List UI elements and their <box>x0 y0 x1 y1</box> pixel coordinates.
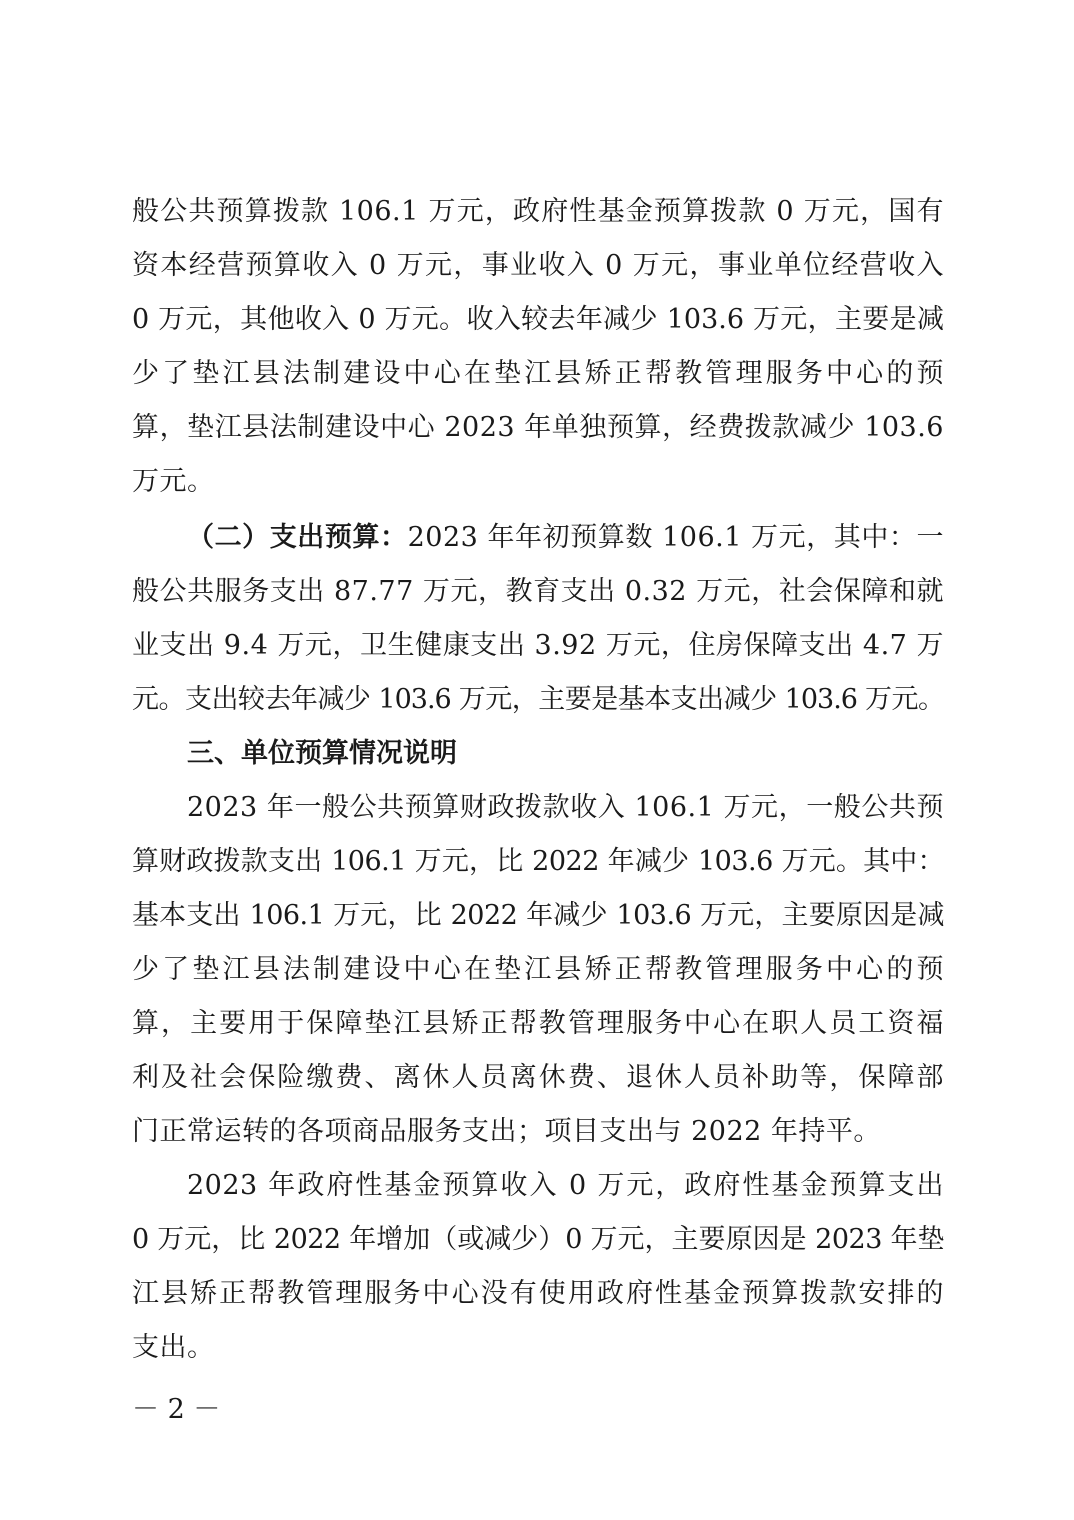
paragraph-1-line-6: 万元。 <box>132 466 215 497</box>
paragraph-3-line-2: 算财政拨款支出 106.1 万元，比 2022 年减少 103.6 万元。其中： <box>132 846 944 877</box>
paragraph-3-line-3: 基本支出 106.1 万元，比 2022 年减少 103.6 万元，主要原因是减 <box>132 900 944 931</box>
paragraph-3-line-5: 算，主要用于保障垫江县矫正帮教管理服务中心在职人员工资福 <box>132 1008 944 1039</box>
paragraph-4-line-4: 支出。 <box>132 1332 215 1363</box>
paragraph-3-line-6: 利及社会保险缴费、离休人员离休费、退休人员补助等，保障部 <box>132 1062 944 1093</box>
paragraph-4-line-3: 江县矫正帮教管理服务中心没有使用政府性基金预算拨款安排的 <box>132 1278 944 1309</box>
page-number: － 2 － <box>132 1394 221 1425</box>
paragraph-2-line-1 <box>187 518 944 558</box>
paragraph-2-line-3: 业支出 9.4 万元，卫生健康支出 3.92 万元，住房保障支出 4.7 万 <box>132 630 944 661</box>
section-heading-3: 三、单位预算情况说明 <box>187 738 457 769</box>
paragraph-4-line-1: 2023 年政府性基金预算收入 0 万元，政府性基金预算支出 <box>187 1170 944 1201</box>
paragraph-2-line-4: 元。支出较去年减少 103.6 万元，主要是基本支出减少 103.6 万元。 <box>132 684 944 715</box>
paragraph-1-line-4: 少了垫江县法制建设中心在垫江县矫正帮教管理服务中心的预 <box>132 358 944 389</box>
expenditure-budget-lead: （二）支出预算： <box>187 522 408 553</box>
paragraph-3-line-1: 2023 年一般公共预算财政拨款收入 106.1 万元，一般公共预 <box>187 792 944 823</box>
expenditure-budget-first-line: 2023 年年初预算数 106.1 万元，其中：一 <box>407 522 944 553</box>
paragraph-2-line-2: 般公共服务支出 87.77 万元，教育支出 0.32 万元，社会保障和就 <box>132 576 944 607</box>
paragraph-3-line-4: 少了垫江县法制建设中心在垫江县矫正帮教管理服务中心的预 <box>132 954 944 985</box>
paragraph-1-line-3: 0 万元，其他收入 0 万元。收入较去年减少 103.6 万元，主要是减 <box>132 304 944 335</box>
paragraph-3-line-7: 门正常运转的各项商品服务支出；项目支出与 2022 年持平。 <box>132 1116 881 1147</box>
paragraph-4-line-2: 0 万元，比 2022 年增加（或减少）0 万元，主要原因是 2023 年垫 <box>132 1224 944 1255</box>
paragraph-1-line-2: 资本经营预算收入 0 万元，事业收入 0 万元，事业单位经营收入 <box>132 250 944 281</box>
paragraph-1-line-1: 般公共预算拨款 106.1 万元，政府性基金预算拨款 0 万元，国有 <box>132 196 944 227</box>
paragraph-1-line-5: 算，垫江县法制建设中心 2023 年单独预算，经费拨款减少 103.6 <box>132 412 944 443</box>
